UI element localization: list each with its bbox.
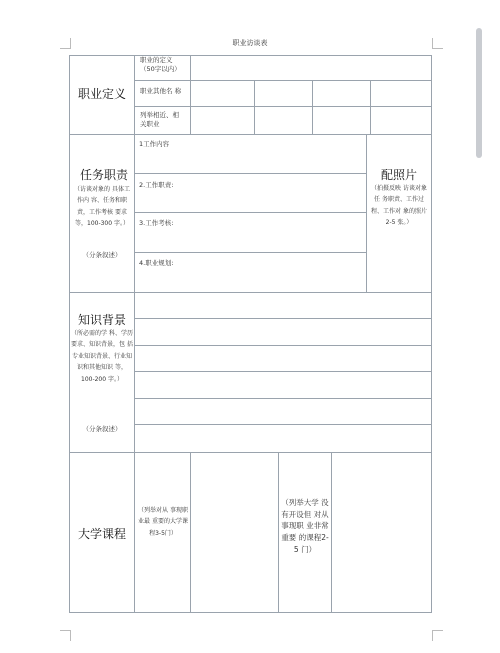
- similar-jobs-field-label: 列举相近、相 关职业: [140, 111, 179, 128]
- task-item-work-content: 1工作内容: [139, 140, 170, 148]
- task-item-responsibilities: 2.工作职责:: [139, 181, 174, 189]
- definition-field-label: 职业的定义 （50字以内）: [140, 56, 181, 73]
- knowledge-note: （所必需的学 科、学历要求、知识背景，包 括专业知识背景、行业知识和其他知识 等，100-200 字。）: [71, 330, 133, 383]
- other-names-field-label: 职业其他名 称: [140, 87, 182, 95]
- knowledge-heading: 知识背景: [78, 313, 127, 327]
- photo-note: （拍摄反映 访谈对象任 务职责、工作过程、工作对 象的照片2-5 张。）: [371, 185, 427, 227]
- missing-courses-note: （列举大学 没有开设但 对从事现职 业非常重要 的课程2-5 门）: [281, 498, 329, 554]
- task-item-assessment: 3.工作考核:: [139, 219, 174, 227]
- tasks-note: （访谈对象的 具体工作内 容、任务和职 责，工作考核 要求等，100-300 字。）: [74, 186, 130, 228]
- knowledge-note-split: （分条叙述）: [82, 425, 122, 433]
- tasks-note-split: （分条叙述）: [82, 251, 122, 259]
- relevant-courses-note: （列举对从 事现职业最 重要的大学课程3-5门）: [138, 507, 188, 537]
- definition-heading: 职业定义: [78, 87, 127, 101]
- photo-heading: 配照片: [381, 168, 418, 182]
- document-title: 职业访谈表: [232, 39, 268, 47]
- crop-mark-bottom-right: [432, 630, 443, 641]
- crop-mark-bottom-left: [60, 630, 71, 641]
- tasks-heading: 任务职责: [80, 168, 129, 182]
- task-item-career-plan: 4.职业规划:: [139, 259, 174, 267]
- courses-heading: 大学课程: [78, 527, 127, 541]
